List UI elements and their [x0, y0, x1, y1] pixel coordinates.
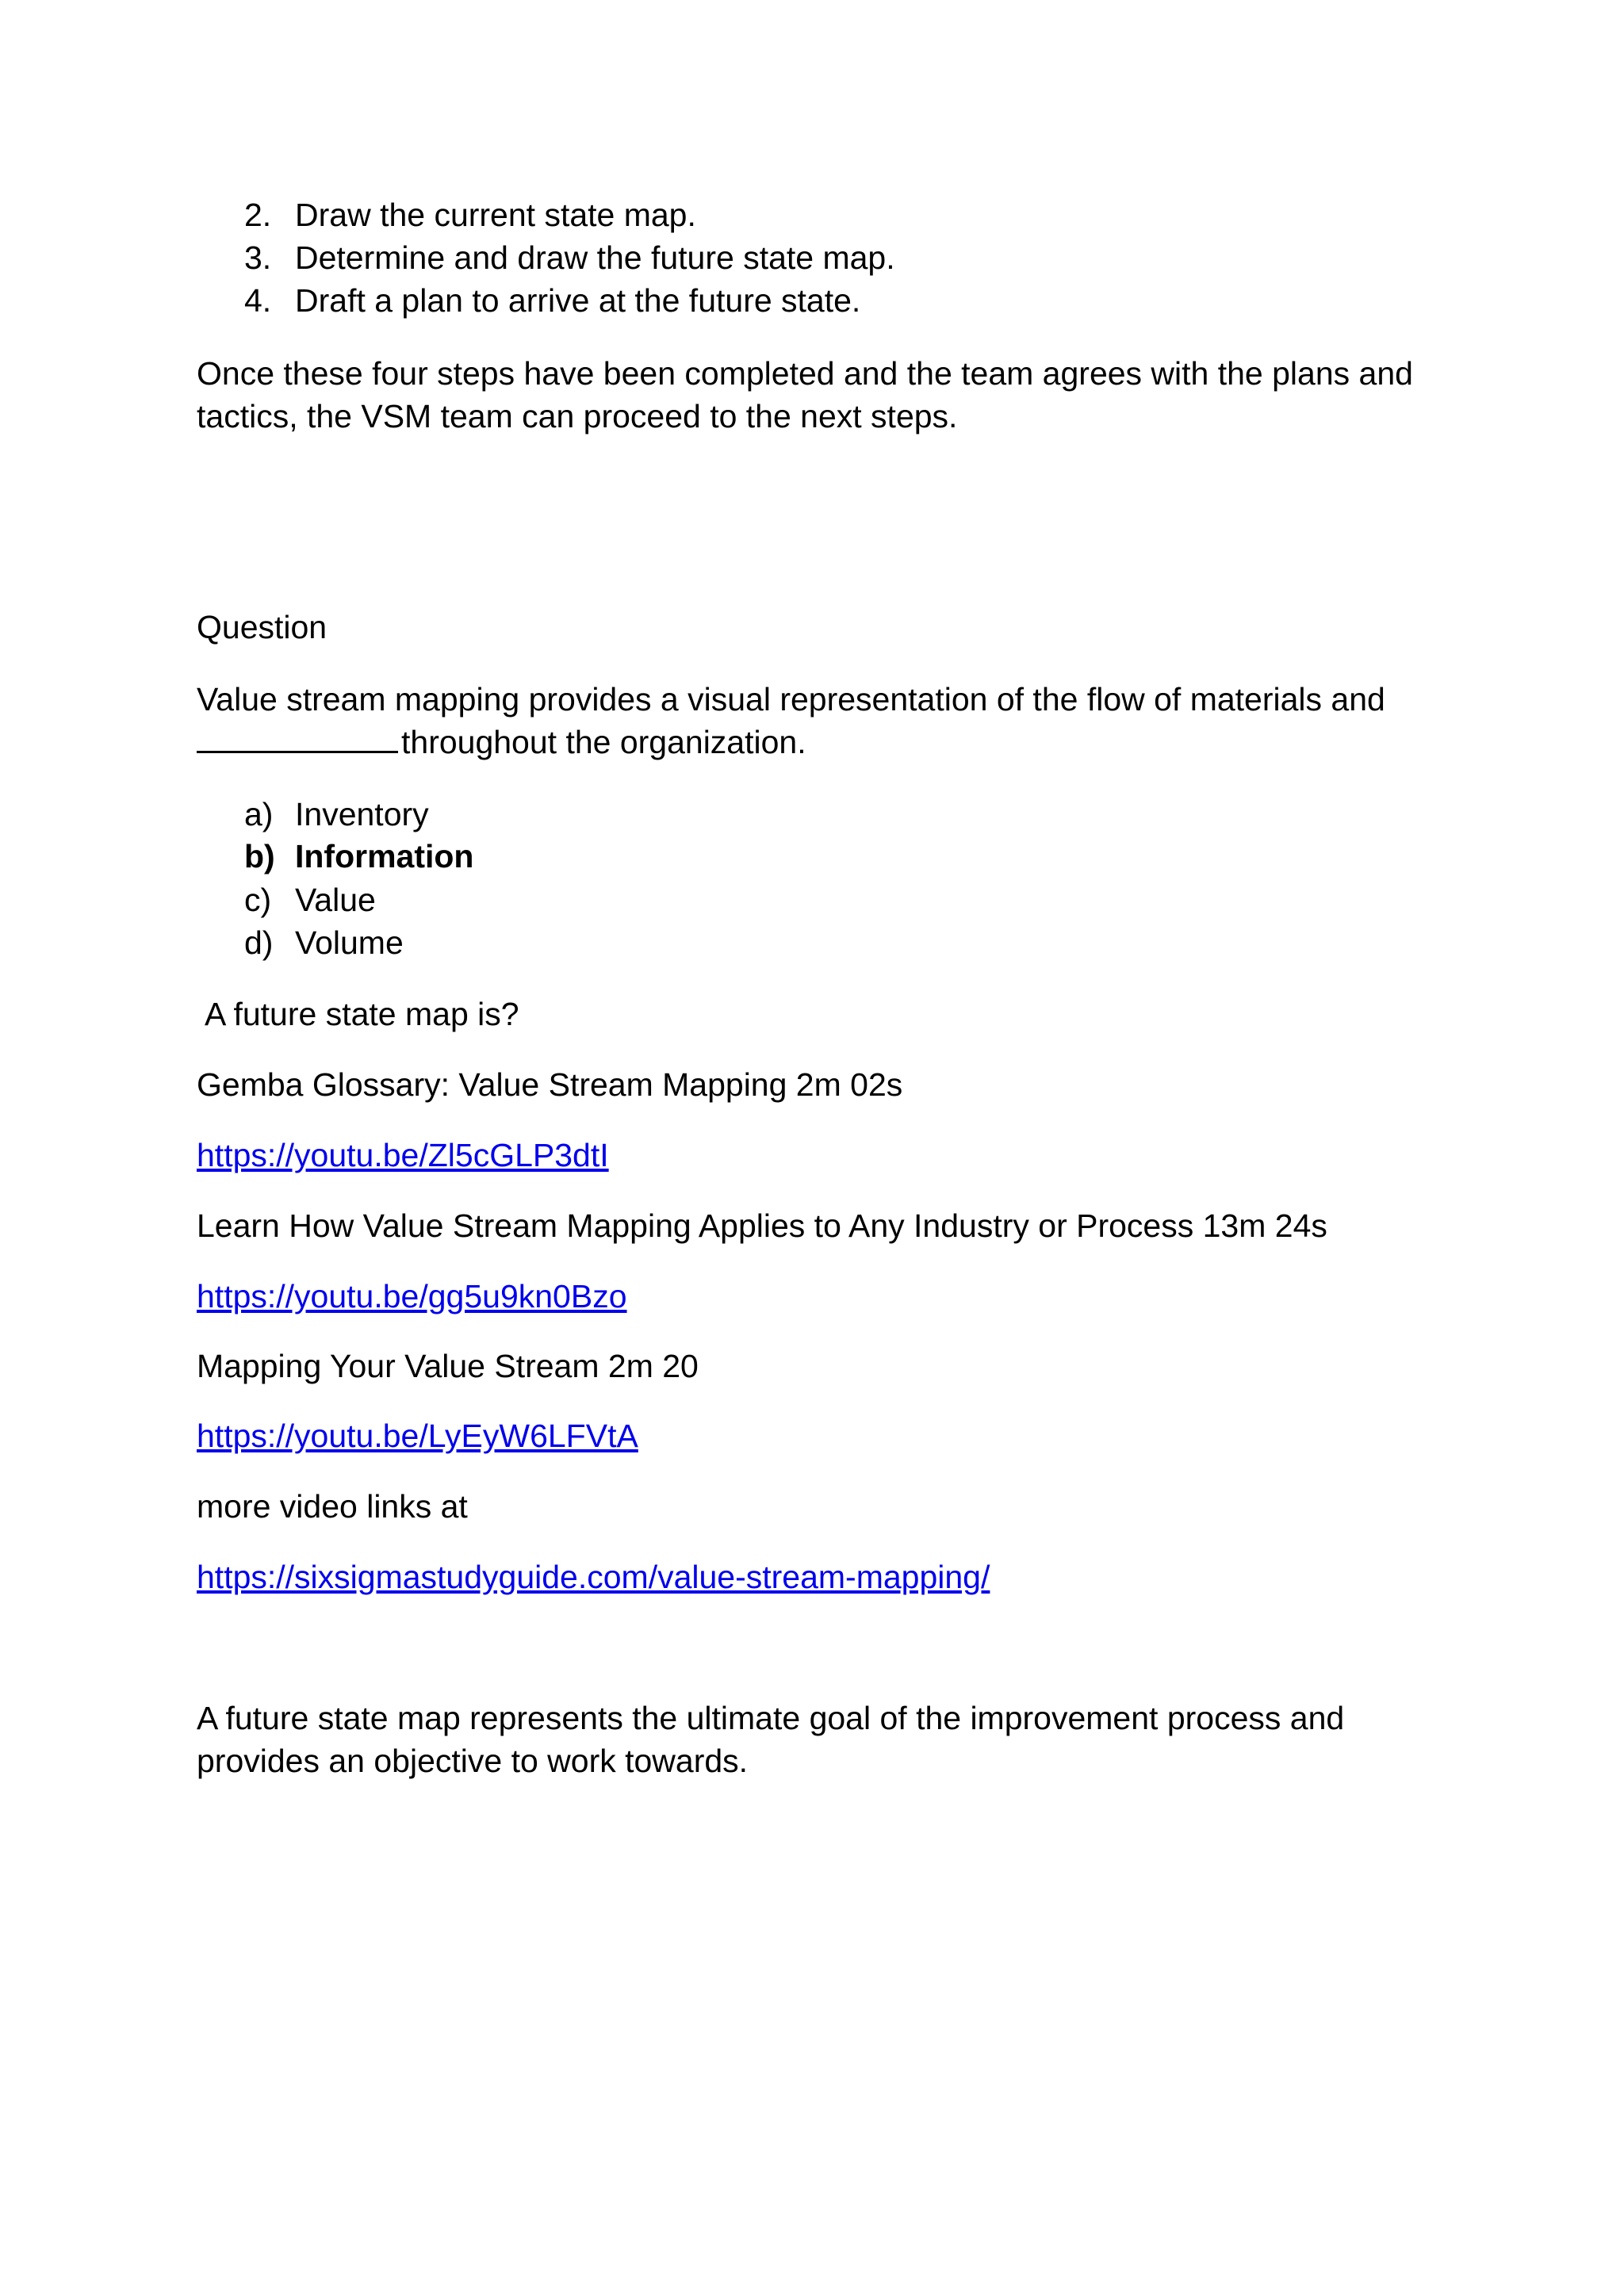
video-title-1: Gemba Glossary: Value Stream Mapping 2m 02s [197, 1066, 903, 1103]
option-letter: b) [244, 838, 275, 874]
question-heading: Question [197, 609, 327, 645]
option-letter: a) [244, 796, 274, 832]
video-title-2: Learn How Value Stream Mapping Applies to Any Industry or Process 13m 24s [197, 1207, 1327, 1244]
video-link-3 [197, 1414, 1434, 1457]
step-number: 4. [244, 282, 272, 319]
more-links-label: more video links at [197, 1488, 468, 1525]
step-text: Determine and draw the future state map. [295, 239, 895, 276]
answer-paragraph [197, 1697, 1434, 1782]
video-link-1-anchor[interactable]: https://youtu.be/Zl5cGLP3dtI [197, 1137, 609, 1173]
option-text: Volume [295, 924, 404, 961]
step-number: 2. [244, 197, 272, 233]
step-item-3 [244, 236, 895, 279]
more-links-anchor[interactable]: https://sixsigmastudyguide.com/value-stream-mapping/ [197, 1559, 990, 1595]
video-link-3-anchor[interactable]: https://youtu.be/LyEyW6LFVtA [197, 1418, 638, 1454]
option-letter: c) [244, 882, 272, 918]
option-c [244, 878, 376, 921]
step-number: 3. [244, 239, 272, 276]
question-line-1: Value stream mapping provides a visual representation of the flow of materials and [197, 681, 1385, 718]
fill-in-blank [197, 721, 398, 753]
answer-line-1: A future state map represents the ultimate goal of the improvement process and [197, 1700, 1345, 1736]
steps-summary-paragraph [197, 352, 1434, 438]
video-link-2-anchor[interactable]: https://youtu.be/gg5u9kn0Bzo [197, 1278, 627, 1314]
step-item-4 [244, 279, 860, 322]
step-text: Draft a plan to arrive at the future state. [295, 282, 861, 319]
video-link-2 [197, 1275, 1434, 1318]
step-item-2 [244, 193, 696, 236]
answer-line-2: provides an objective to work towards. [197, 1743, 749, 1779]
option-text: Value [295, 882, 376, 918]
step-text: Draw the current state map. [295, 197, 696, 233]
option-text: Information [295, 838, 474, 874]
question-text [197, 678, 1434, 763]
video-title-3: Mapping Your Value Stream 2m 20 [197, 1348, 699, 1384]
summary-line-1: Once these four steps have been completed and the team agrees with the plans and [197, 355, 1413, 392]
option-letter: d) [244, 924, 274, 961]
summary-line-2: tactics, the VSM team can proceed to the next steps. [197, 398, 958, 434]
option-d [244, 921, 404, 964]
option-b-correct [244, 835, 473, 878]
option-a [244, 793, 429, 836]
more-links-url [197, 1556, 1434, 1598]
followup-question: A future state map is? [205, 996, 519, 1032]
option-text: Inventory [295, 796, 429, 832]
video-link-1 [197, 1134, 1434, 1177]
question-line-2: throughout the organization. [401, 724, 806, 760]
